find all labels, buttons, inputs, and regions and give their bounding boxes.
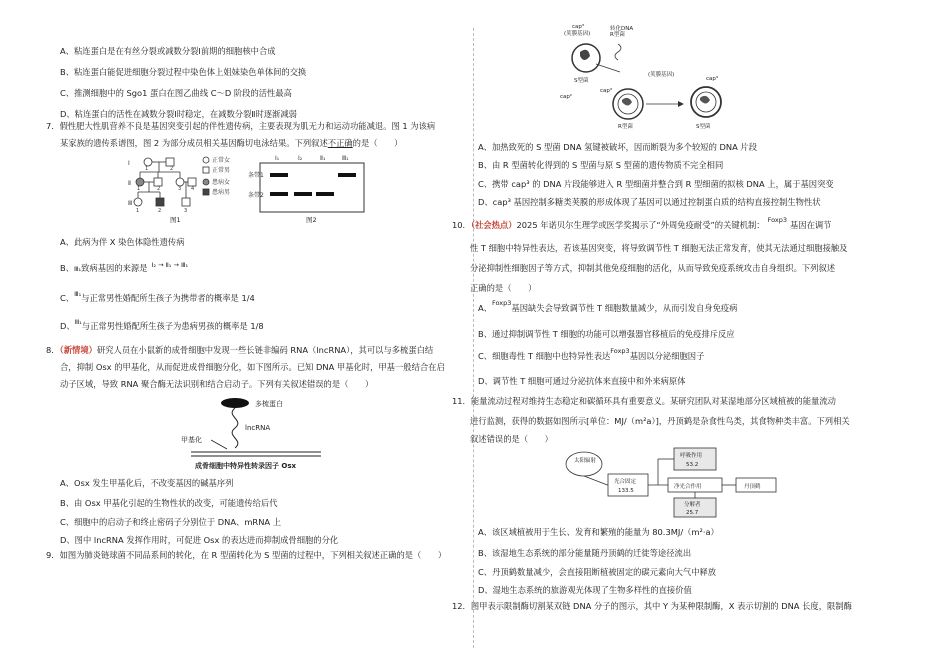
q8-option-a[interactable]: A、Osx 发生甲基化后，不改变基因的碱基序列 <box>60 478 234 488</box>
gel-band <box>294 192 312 196</box>
gel-band-label-2: 条带2 <box>248 192 264 199</box>
decomp-value: 25.7 <box>686 510 699 516</box>
gel-frame <box>260 163 364 212</box>
q8-number: 8． <box>46 345 60 355</box>
gel-band <box>270 192 288 196</box>
q9-option-b[interactable]: B、由 R 型菌转化得到的 S 型菌与原 S 型菌的遗传物质不完全相同 <box>478 160 724 170</box>
q9-option-a[interactable]: A、加热致死的 S 型菌 DNA 氢键被破坏，因而断裂为多个较短的 DNA 片段 <box>478 142 758 152</box>
gen-label-ii: Ⅱ <box>128 180 131 187</box>
q10-gene-label: Foxp3 <box>767 216 787 224</box>
net-label: 净光合作用 <box>674 484 702 490</box>
fig-osx-caption: 成骨细胞中特异性转录因子 Osx <box>195 462 297 470</box>
q10-stem-text: 2025 年诺贝尔生理学或医学奖揭示了“外周免疫耐受”的关键机制： <box>516 220 765 230</box>
arrow-to-r <box>596 64 620 72</box>
q9-option-c[interactable]: C、携带 cap³ 的 DNA 片段能够进入 R 型细菌并整合到 R 型细菌的拟核 DNA 上，属于基因突变 <box>478 179 834 189</box>
gel-band <box>316 192 334 196</box>
gel-lane-label-2: Ⅰ₂ <box>298 155 303 162</box>
q6-option-d[interactable]: D、粘连蛋白的活性在减数分裂Ⅰ时稳定，在减数分裂Ⅱ时逐渐减弱 <box>60 109 297 119</box>
fig-s-label: S型菌 <box>574 78 589 84</box>
q10-stem-line1 <box>452 216 832 232</box>
gel-band <box>270 173 288 177</box>
pedigree-ii2 <box>154 178 162 186</box>
q10-option-a[interactable] <box>478 299 738 315</box>
fig-methylation-label: 甲基化 <box>181 436 202 444</box>
q7-option-b-letter: B、 <box>60 263 74 273</box>
q8-option-c[interactable]: C、细胞中的启动子和终止密码子分别位于 DNA、mRNA 上 <box>60 517 282 527</box>
resp-value: 53.2 <box>686 462 699 468</box>
q10-option-b[interactable]: B、通过抑制调节性 T 细胞的功能可以增强器官移植后的免疫排斥反应 <box>478 329 735 339</box>
q11-option-d[interactable]: D、湿地生态系统的旅游观光体现了生物多样性的直接价值 <box>478 585 692 595</box>
gen-label-i: Ⅰ <box>128 160 130 167</box>
q10-stem-line3: 分泌抑制性细胞因子等方式，抑制其他免疫细胞的活化，从而导致免疫系统攻击自身组织。下列叙述 <box>470 263 836 273</box>
q8-tag: （新情境） <box>59 345 97 355</box>
fig-cap-right: cap³ <box>706 76 719 82</box>
legend-normal-female: 正常女 <box>212 157 231 164</box>
legend-affected-male: 患病男 <box>212 189 231 196</box>
q11-option-c[interactable]: C、丹顶鹤数量减少，会直接阻断植被固定的碳元素向大气中释放 <box>478 567 717 577</box>
column-divider <box>473 28 474 648</box>
sun-node <box>566 452 602 476</box>
q7-option-c-sub: Ⅲ₁ <box>74 290 82 298</box>
lncrna-figure <box>175 394 325 472</box>
gel-band <box>338 173 356 177</box>
crane-label: 丹顶鹤 <box>744 484 761 490</box>
q7-option-b[interactable] <box>60 263 188 275</box>
q10-stem-line2: 性 T 细胞中特异性表达，若该基因突变，将导致调节性 T 细胞无法正常发育，使其无法通过细胞接触及 <box>470 243 848 253</box>
q7-option-b-text: 致病基因的来源是 <box>81 263 148 273</box>
q10-number: 10． <box>452 220 471 230</box>
svg-text:3: 3 <box>184 208 188 214</box>
q9-option-d[interactable]: D、cap³ 基因控制多糖类荚膜的形成体现了基因可以通过控制蛋白质的结构直接控制生物性状 <box>478 197 821 207</box>
q11-stem-line2: 进行监测，获得的数据如图所示[单位：MJ/（m²a）]，丹顶鹤是杂食性鸟类，其食物种类丰富。下列相关 <box>470 416 850 426</box>
pedigree-ii3 <box>176 178 184 186</box>
q11-stem-line1: 11．能量流动过程对维持生态稳定和碳循环具有重要意义。某研究团队对某湿地部分区域植被的能量流动 <box>452 396 836 406</box>
pedigree-ii4 <box>188 178 196 186</box>
left-column <box>0 0 470 672</box>
bacteria-transformation-figure <box>538 20 748 140</box>
q10-option-c-gene: Foxp3 <box>610 347 630 355</box>
legend-affected-female: 患病女 <box>212 179 231 186</box>
svg-text:2: 2 <box>170 166 174 172</box>
q12-stem-line1: 12．图甲表示限制酶切割某双链 DNA 分子的图示，其中 Y 为某种限制酶，X 表示切割的 DNA 长度，限制酶 <box>452 601 852 611</box>
svg-text:3: 3 <box>178 186 182 192</box>
transform-dna-fragments <box>615 44 621 60</box>
fig-cap-left: cap² <box>560 94 573 100</box>
q7-option-c-text: 与正常男性婚配所生孩子为携带者的概率是 1/4 <box>81 293 255 303</box>
svg-text:1: 1 <box>137 186 141 192</box>
q11-option-b[interactable]: B、该湿地生态系统的部分能量随丹顶鹤的迁徙等途径流出 <box>478 548 692 558</box>
q7-option-b-sub: Ⅲ₁ <box>74 265 82 273</box>
q8-stem-text: 研究人员在小鼠新的成骨细胞中发现一些长链非编码 RNA（lncRNA），其可以与多梳蛋白结 <box>96 345 434 355</box>
fig-cap-mid: cap³ <box>600 88 613 94</box>
q7-stem-line2 <box>60 138 402 149</box>
decomp-label: 分解者 <box>684 502 701 508</box>
gen-label-iii: Ⅲ <box>128 200 133 207</box>
right-column <box>452 0 950 672</box>
polycomb-protein-shape <box>221 398 249 408</box>
q10-option-c-end: 基因以分泌细胞因子 <box>629 351 705 361</box>
fig-lncrna-label: lncRNA <box>245 424 271 432</box>
q8-stem-line2: 合，抑制 Osx 的甲基化，从而促进成骨细胞分化，如下图所示。已知 DNA 甲基化时，甲基一般结合在启 <box>60 362 445 372</box>
pedigree-iii1 <box>134 198 142 206</box>
q7-option-d-sub: Ⅲ₁ <box>74 318 82 326</box>
fig-s-label-2: S型菌 <box>696 124 711 130</box>
q10-stem-end: 基因在调节 <box>789 220 832 230</box>
photo-label: 光合固定 <box>614 479 637 485</box>
fig1-caption: 图1 <box>170 216 181 224</box>
pedigree-figure <box>128 152 236 222</box>
pedigree-i2 <box>166 158 174 166</box>
resp-label: 呼吸作用 <box>680 453 703 459</box>
q6-option-b[interactable]: B、粘连蛋白能促进细胞分裂过程中染色体上姐妹染色单体间的交换 <box>60 67 307 77</box>
q7-stem-underline: 不正确 <box>327 138 353 148</box>
q8-option-b[interactable]: B、由 Osx 甲基化引起的生物性状的改变，可能遗传给后代 <box>60 498 278 508</box>
sun-label: 太阳辐射 <box>574 458 597 464</box>
photo-value: 133.5 <box>618 488 634 494</box>
q10-tag: （社会热点） <box>470 220 517 230</box>
q10-option-a-letter: A、 <box>478 303 492 313</box>
arrow-head <box>678 101 684 107</box>
fig-transform-dna-sub: R型菌 <box>610 32 625 38</box>
svg-text:2: 2 <box>158 208 162 214</box>
q7-option-c-letter: C、 <box>60 293 75 303</box>
q11-stem-line3: 叙述错误的是（ ） <box>470 434 553 444</box>
methylation-arrow <box>211 440 227 449</box>
arrow-sun-photo <box>584 476 610 486</box>
q9-stem-line1: 9．如图为肺炎链球菌不同品系间的转化，在 R 型菌转化为 S 型菌的过程中，下列相关叙述正确的是（ ） <box>46 550 447 560</box>
q7-stem-line1: 7．假性肥大性肌营养不良是基因突变引起的伴性遗传病，主要表现为肌无力和运动功能减退。图 1 为该病 <box>46 121 436 131</box>
q7-option-a[interactable]: A、此病为伴 X 染色体隐性遗传病 <box>60 237 185 247</box>
pedigree-iii2 <box>156 198 164 206</box>
energy-flow-figure <box>562 446 792 518</box>
lncrna-strand <box>232 408 238 448</box>
svg-text:2: 2 <box>157 186 161 192</box>
fig-cap-top: cap³ <box>572 24 585 30</box>
gel-lane-label-3: Ⅱ₁ <box>320 155 326 162</box>
pedigree-iii3 <box>182 198 190 206</box>
q10-option-c-text: C、细胞毒性 T 细胞中也特异性表达 <box>478 351 611 361</box>
q10-option-a-text: 基因缺失会导致调节性 T 细胞数量减少，从而引发自身免疫病 <box>511 303 738 313</box>
svg-text:1: 1 <box>136 208 140 214</box>
q8-stem-line3: 动子区域，导致 RNA 聚合酶无法识别和结合启动子。下列有关叙述错误的是（ ） <box>60 379 374 389</box>
fig-r-label: R型菌 <box>618 124 633 130</box>
q11-option-a[interactable]: A、该区域植被用于生长、发育和繁殖的能量为 80.3MJ/（m²·a） <box>478 527 719 537</box>
q6-option-c[interactable]: C、推测细胞中的 Sgo1 蛋白在图乙曲线 C～D 阶段的活性最高 <box>60 88 292 98</box>
gel-electrophoresis-figure <box>250 152 366 214</box>
q7-option-d-letter: D、 <box>60 321 75 331</box>
gel-band-label-1: 条带1 <box>248 172 264 179</box>
q7-option-c[interactable] <box>60 290 255 305</box>
q10-stem-line4: 正确的是（ ） <box>470 283 537 293</box>
q10-option-a-gene: Foxp3 <box>491 299 512 307</box>
q8-stem-line1 <box>46 345 433 356</box>
fig2-caption: 图2 <box>306 216 317 224</box>
pedigree-ii1 <box>136 178 144 186</box>
gel-lane-label-4: Ⅲ₁ <box>342 155 349 162</box>
fig-cap-mid-sub: (荚膜基因) <box>648 72 675 78</box>
fig-polycomb-label: 多梳蛋白 <box>255 400 283 408</box>
sun-node-label <box>574 456 597 464</box>
legend-normal-male: 正常男 <box>212 167 231 174</box>
q10-option-c[interactable] <box>478 347 705 363</box>
q7-stem-end: 的是（ ） <box>352 138 403 148</box>
fig-transform-dna: 转化DNA <box>610 26 634 32</box>
gel-lane-label-1: Ⅰ₁ <box>275 155 280 162</box>
q7-option-d-text: 与正常男性婚配所生孩子为患病男孩的概率是 1/8 <box>81 321 264 331</box>
q7-option-b-path: Ⅰ₂ → Ⅱ₁ → Ⅲ₁ <box>151 261 189 269</box>
svg-text:4: 4 <box>191 186 195 192</box>
pedigree-i1 <box>144 158 152 166</box>
q6-option-a[interactable]: A、粘连蛋白是在有丝分裂或减数分裂Ⅰ前期的细胞核中合成 <box>60 46 276 56</box>
svg-text:1: 1 <box>145 166 149 172</box>
q7-stem-text: 某家族的遗传系谱图，图 2 为部分成员相关基因酶切电泳结果。下列叙述 <box>60 138 328 148</box>
fig-cap-top-sub: (荚膜基因) <box>564 31 591 37</box>
q8-option-d[interactable]: D、图中 lncRNA 发挥作用时，可促进 Osx 的表达进而抑制成骨细胞的分化 <box>60 535 339 545</box>
q10-option-d[interactable]: D、调节性 T 细胞可通过分泌抗体来直接中和外来病原体 <box>478 376 686 386</box>
q7-option-d[interactable] <box>60 318 264 333</box>
